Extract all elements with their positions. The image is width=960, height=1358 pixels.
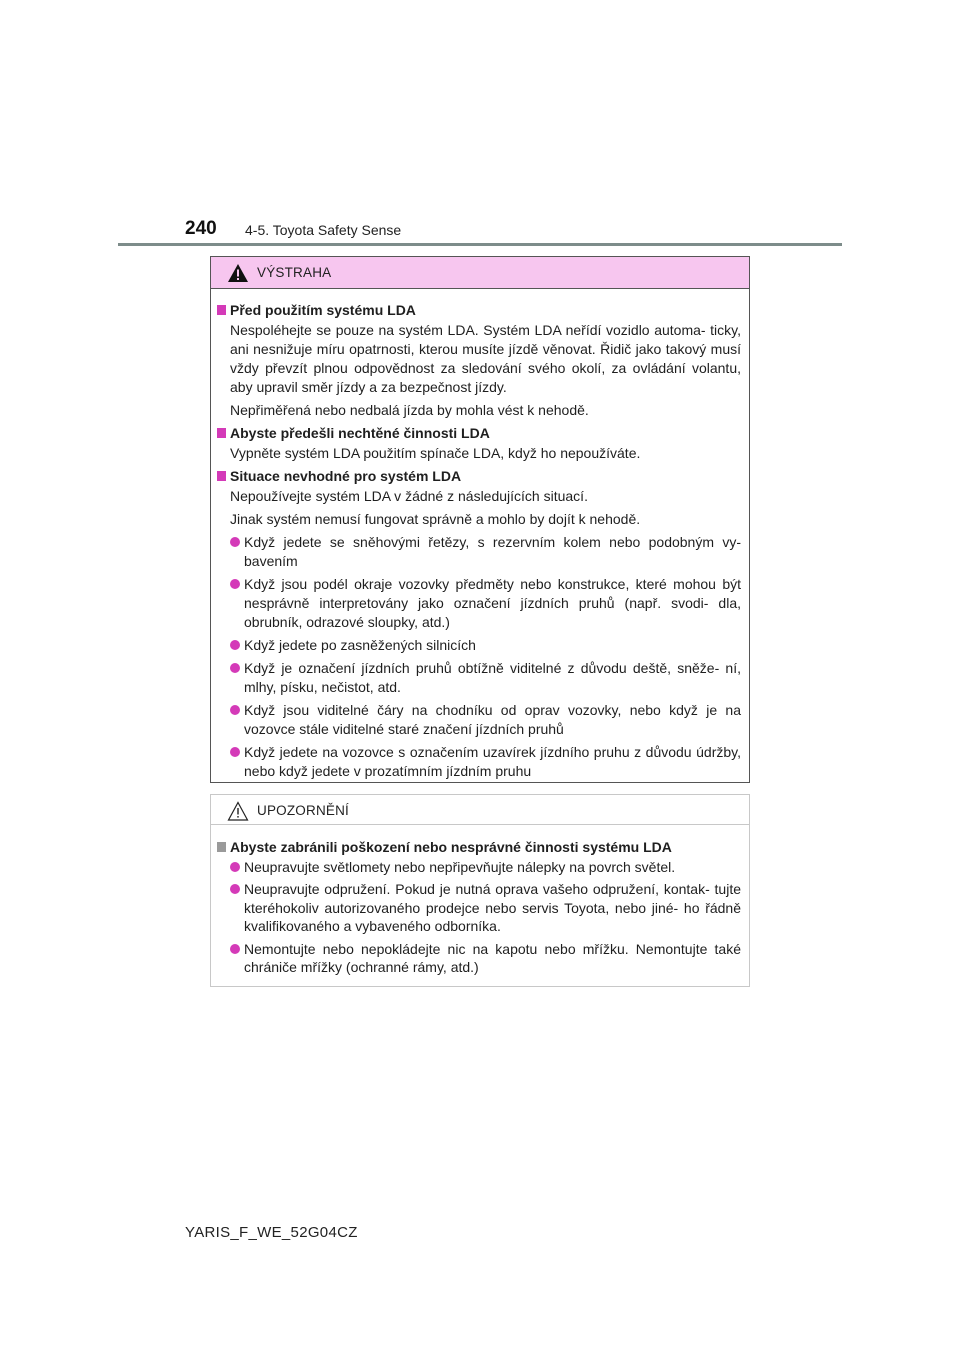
round-bullet-icon bbox=[230, 747, 240, 757]
paragraph: Nespoléhejte se pouze na systém LDA. Systém LDA neřídí vozidlo automa- ticky, ani nesnižuje míru opatrnosti, kterou musíte jízdě věnovat. Řidič jako takový musí vždy převzít plnou odpovědnost za sledování svého okolí, za ovládání volantu, aby upravil směr jízdy a za bezpečnost jízdy. bbox=[230, 322, 741, 395]
caution-label: UPOZORNĚNÍ bbox=[257, 803, 350, 818]
square-bullet-icon bbox=[217, 305, 226, 315]
header-rule bbox=[118, 243, 842, 246]
paragraph: Jinak systém nemusí fungovat správně a mohlo by dojít k nehodě. bbox=[230, 511, 641, 527]
warning-triangle-icon bbox=[227, 263, 249, 283]
caution-header bbox=[211, 795, 749, 825]
list-item: Když jedete po zasněžených silnicích bbox=[217, 636, 741, 655]
warning-body bbox=[211, 289, 749, 781]
list-item: Když jedete na vozovce s označením uzavírek jízdního pruhu z důvodu údržby, nebo když jedete v prozatímním jízdním pruhu bbox=[217, 743, 741, 781]
round-bullet-icon bbox=[230, 862, 240, 872]
section-heading: Situace nevhodné pro systém LDA bbox=[217, 467, 741, 486]
section-heading: Abyste předešli nechtěné činnosti LDA bbox=[217, 424, 741, 443]
page-header bbox=[185, 214, 785, 244]
document-code: YARIS_F_WE_52G04CZ bbox=[185, 1224, 358, 1241]
caution-body bbox=[211, 825, 749, 977]
caution-triangle-icon bbox=[227, 801, 249, 821]
list-item: Neupravujte světlomety nebo nepřipevňujte nálepky na povrch světel. bbox=[217, 858, 741, 877]
round-bullet-icon bbox=[230, 884, 240, 894]
round-bullet-icon bbox=[230, 537, 240, 547]
paragraph: Vypněte systém LDA použitím spínače LDA, když ho nepoužíváte. bbox=[230, 445, 641, 461]
square-bullet-icon bbox=[217, 428, 226, 438]
paragraph: Nepoužívejte systém LDA v žádné z následujících situací. bbox=[230, 488, 588, 504]
page-number: 240 bbox=[185, 218, 217, 239]
list-item: Když jedete se sněhovými řetězy, s rezervním kolem nebo podobným vy- bavením bbox=[217, 533, 741, 571]
round-bullet-icon bbox=[230, 944, 240, 954]
list-item: Neupravujte odpružení. Pokud je nutná oprava vašeho odpružení, kontak- tujte kteréhokoliv autorizovaného prodejce nebo servis Toyota, nebo jiné- ho řádně kvalifikovaného a vybaveného odborníka. bbox=[217, 880, 741, 936]
warning-label: VÝSTRAHA bbox=[257, 265, 332, 280]
list-item: Když je označení jízdních pruhů obtížně viditelné z důvodu deště, sněže- ní, mlhy, písku, nečistot, atd. bbox=[217, 659, 741, 697]
section-heading: Abyste zabránili poškození nebo nesprávné činnosti systému LDA bbox=[217, 838, 741, 857]
warning-header bbox=[211, 257, 749, 289]
round-bullet-icon bbox=[230, 705, 240, 715]
square-bullet-icon bbox=[217, 471, 226, 481]
warning-box bbox=[210, 256, 750, 783]
section-heading: Před použitím systému LDA bbox=[217, 301, 741, 320]
caution-box bbox=[210, 794, 750, 987]
list-item: Nemontujte nebo nepokládejte nic na kapotu nebo mřížku. Nemontujte také chrániče mřížky (ochranné rámy, atd.) bbox=[217, 940, 741, 977]
section-title: 4-5. Toyota Safety Sense bbox=[245, 222, 402, 238]
round-bullet-icon bbox=[230, 663, 240, 673]
round-bullet-icon bbox=[230, 640, 240, 650]
list-item: Když jsou podél okraje vozovky předměty nebo konstrukce, které mohou být nesprávně interpretovány jako označení jízdních pruhů (např. svodi- dla, obrubník, odrazové sloupky, atd.) bbox=[217, 575, 741, 632]
list-item: Když jsou viditelné čáry na chodníku od oprav vozovky, nebo když je na vozovce stále viditelné staré značení jízdních pruhů bbox=[217, 701, 741, 739]
square-bullet-icon bbox=[217, 842, 226, 852]
paragraph: Nepřiměřená nebo nedbalá jízda by mohla vést k nehodě. bbox=[230, 402, 589, 418]
round-bullet-icon bbox=[230, 579, 240, 589]
